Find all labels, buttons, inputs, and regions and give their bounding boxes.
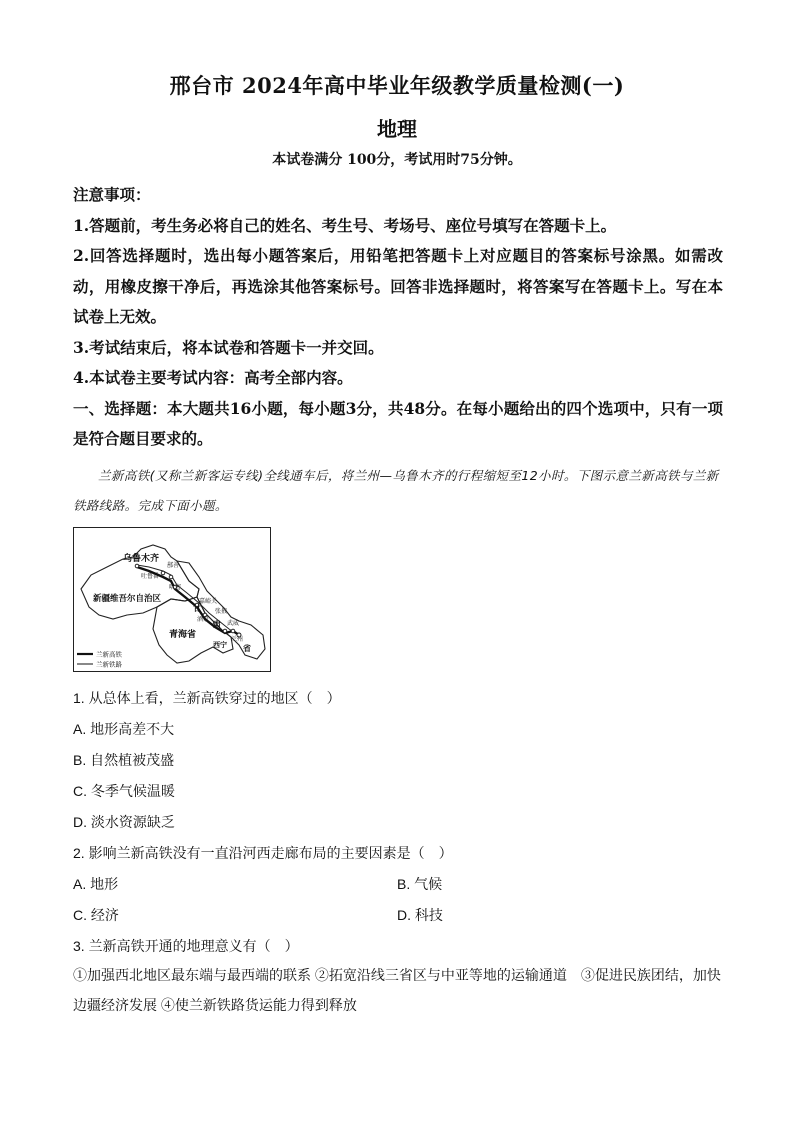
legend-hsr: 兰新高铁 bbox=[96, 650, 122, 659]
label-xinjiang: 新疆维吾尔自治区 bbox=[93, 594, 162, 604]
question-1-option-d: D. 淡水资源缺乏 bbox=[73, 814, 175, 830]
exam-title: 邢台市 2024年高中毕业年级教学质量检测(一) bbox=[169, 73, 625, 98]
legend-railway: 兰新铁路 bbox=[96, 660, 122, 669]
note-item-4: 4.本试卷主要考试内容：高考全部内容。 bbox=[73, 368, 353, 387]
label-hami: 哈密 bbox=[169, 584, 182, 591]
question-3-statements: ①加强西北地区最东端与最西端的联系 ②拓宽沿线三省区与中亚等地的运输通道 ③促进民族团结，加快边疆经济发展 ④使兰新铁路货运能力得到释放 bbox=[73, 967, 721, 1013]
label-jiuquan: 酒泉 bbox=[197, 616, 210, 623]
notes-heading: 注意事项： bbox=[73, 185, 151, 204]
question-1-option-a: A. 地形高差不大 bbox=[73, 721, 175, 737]
section-heading: 一、选择题：本大题共16小题，每小题3分，共48分。在每小题给出的四个选项中，只有一项是符合题目要求的。 bbox=[73, 398, 723, 448]
label-sheng: 省 bbox=[243, 644, 251, 653]
question-2-option-c: C. 经济 bbox=[73, 907, 119, 923]
railway-map bbox=[73, 527, 271, 672]
note-item-2: 2.回答选择题时，选出每小题答案后，用铅笔把答题卡上对应题目的答案标号涂黑。如需改动，用橡皮擦干净后，再选涂其他答案标号。回答非选择题时，将答案写在答题卡上。写在本试卷上无效。 bbox=[73, 246, 723, 326]
note-item-1: 1.答题前，考生务必将自己的姓名、考生号、考场号、座位号填写在答题卡上。 bbox=[73, 215, 617, 235]
subject-title: 地理 bbox=[377, 117, 417, 141]
question-1-option-c: C. 冬季气候温暖 bbox=[73, 783, 175, 799]
notes-section bbox=[73, 180, 723, 455]
passage-text: 兰新高铁(又称兰新客运专线)全线通车后，将兰州—乌鲁木齐的行程缩短至12小时。下图示意兰新高铁与兰新铁路线路。完成下面小题。 bbox=[73, 468, 719, 513]
label-qinghai: 青海省 bbox=[169, 630, 197, 640]
label-xining: 西宁 bbox=[213, 641, 227, 649]
reading-passage bbox=[73, 461, 723, 521]
question-3-stem: 3. 兰新高铁开通的地理意义有（ ） bbox=[73, 938, 299, 954]
label-wuwei: 武威 bbox=[227, 620, 240, 627]
question-2-stem: 2. 影响兰新高铁没有一直沿河西走廊布局的主要因素是（ ） bbox=[73, 845, 453, 861]
label-shanshan: 鄯善 bbox=[167, 562, 180, 569]
exam-info: 本试卷满分 100分，考试用时75分钟。 bbox=[272, 152, 522, 168]
note-item-3: 3.考试结束后，将本试卷和答题卡一并交回。 bbox=[73, 337, 384, 357]
label-lanzhou: 兰州 bbox=[231, 636, 244, 643]
question-2-option-b: B. 气候 bbox=[397, 876, 443, 892]
question-1-option-b: B. 自然植被茂盛 bbox=[73, 752, 175, 768]
label-urumqi: 乌鲁木齐 bbox=[123, 554, 160, 564]
question-2-option-a: A. 地形 bbox=[73, 876, 119, 892]
label-zhangye: 张掖 bbox=[215, 608, 228, 615]
label-turpan: 吐鲁番 bbox=[141, 573, 160, 580]
label-jiayuguan: 嘉峪关 bbox=[199, 598, 218, 605]
label-gan: 甘 bbox=[193, 604, 201, 613]
label-su: 肃 bbox=[213, 620, 221, 629]
question-1-stem: 1. 从总体上看，兰新高铁穿过的地区（ ） bbox=[73, 690, 341, 706]
question-2-option-d: D. 科技 bbox=[397, 907, 443, 923]
